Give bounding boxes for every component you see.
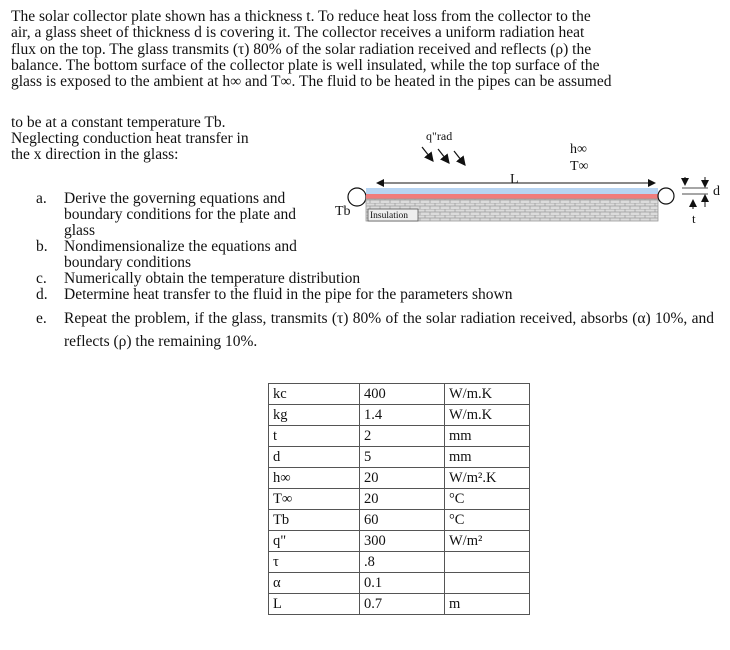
parameter-symbol: L	[269, 594, 360, 615]
t-label: t	[692, 211, 696, 226]
parameter-row	[269, 594, 530, 615]
parameter-symbol: τ	[269, 552, 360, 573]
tb-label: Tb	[335, 204, 351, 219]
task-item	[36, 191, 314, 239]
parameter-value: .8	[360, 552, 445, 573]
h-inf-label: h∞	[570, 142, 587, 157]
task-label: d.	[36, 286, 48, 303]
intro-line: balance. The bottom surface of the collector plate is well insulated, while the top surface of the	[11, 56, 600, 74]
intro-line: air, a glass sheet of thickness d is covering it. The collector receives a uniform radiation heat	[11, 24, 585, 42]
parameter-row	[269, 573, 530, 594]
parameter-unit: W/m.K	[445, 405, 530, 426]
flux-arrow	[454, 151, 465, 165]
task-label: c.	[36, 270, 47, 287]
parameter-symbol: h∞	[269, 468, 360, 489]
parameter-row	[269, 384, 530, 405]
problem-intro-continued	[11, 115, 311, 163]
parameter-unit: W/m².K	[445, 468, 530, 489]
parameters-table	[268, 383, 530, 615]
intro-line: Neglecting conduction heat transfer in	[11, 130, 249, 147]
parameter-row	[269, 447, 530, 468]
parameter-value: 60	[360, 510, 445, 531]
intro-line: flux on the top. The glass transmits (τ) 80% of the solar radiation received and reflects (ρ) the	[11, 40, 592, 58]
task-item	[36, 287, 714, 303]
task-label: e.	[36, 310, 47, 327]
parameters-body	[269, 384, 530, 615]
flux-label: q"rad	[426, 129, 453, 143]
parameter-row	[269, 405, 530, 426]
parameter-value: 20	[360, 489, 445, 510]
task-label: a.	[36, 190, 47, 207]
task-text: Repeat the problem, if the glass, transmits (τ) 80% of the solar radiation received, absorbs (α) 10%, and reflects (ρ) the remaining 10%.	[64, 310, 714, 350]
length-label: L	[510, 172, 519, 187]
parameter-row	[269, 468, 530, 489]
insulation-label: Insulation	[370, 211, 408, 221]
parameter-unit: W/m.K	[445, 384, 530, 405]
parameter-row	[269, 531, 530, 552]
parameter-symbol: α	[269, 573, 360, 594]
parameter-symbol: Tb	[269, 510, 360, 531]
parameter-unit	[445, 552, 530, 573]
t-inf-label: T∞	[570, 159, 589, 174]
flux-arrow	[422, 147, 433, 161]
intro-line: glass is exposed to the ambient at h∞ and T∞. The fluid to be heated in the pipes can be assumed	[11, 73, 612, 91]
parameter-value: 400	[360, 384, 445, 405]
parameter-symbol: d	[269, 447, 360, 468]
parameter-symbol: q"	[269, 531, 360, 552]
parameter-row	[269, 426, 530, 447]
task-list	[36, 191, 714, 353]
task-text: Numerically obtain the temperature distribution	[64, 270, 361, 287]
task-item	[36, 271, 714, 287]
d-label: d	[713, 184, 720, 199]
intro-line: the x direction in the glass:	[11, 146, 179, 163]
parameter-symbol: T∞	[269, 489, 360, 510]
parameter-value: 300	[360, 531, 445, 552]
parameter-value: 20	[360, 468, 445, 489]
parameter-unit: °C	[445, 489, 530, 510]
task-text: Derive the governing equations and boundary conditions for the plate and glass	[64, 190, 297, 239]
parameter-symbol: kg	[269, 405, 360, 426]
intro-line: to be at a constant temperature Tb.	[11, 114, 226, 131]
parameter-unit: mm	[445, 426, 530, 447]
parameter-row	[269, 510, 530, 531]
problem-intro	[11, 9, 723, 90]
parameter-unit	[445, 573, 530, 594]
parameter-unit: m	[445, 594, 530, 615]
parameter-unit: mm	[445, 447, 530, 468]
parameter-row	[269, 552, 530, 573]
parameter-value: 1.4	[360, 405, 445, 426]
parameter-symbol: kc	[269, 384, 360, 405]
task-item	[36, 239, 314, 271]
parameter-value: 2	[360, 426, 445, 447]
parameter-symbol: t	[269, 426, 360, 447]
intro-line: The solar collector plate shown has a thickness t. To reduce heat loss from the collector to the	[11, 8, 591, 25]
parameter-value: 0.7	[360, 594, 445, 615]
flux-arrow	[438, 149, 449, 163]
parameter-unit: °C	[445, 510, 530, 531]
task-text: Nondimensionalize the equations and boundary conditions	[64, 238, 297, 271]
parameter-value: 5	[360, 447, 445, 468]
parameter-unit: W/m²	[445, 531, 530, 552]
task-text: Determine heat transfer to the fluid in the pipe for the parameters shown	[64, 286, 513, 303]
task-item	[36, 307, 714, 353]
parameter-value: 0.1	[360, 573, 445, 594]
task-label: b.	[36, 238, 48, 255]
parameter-row	[269, 489, 530, 510]
